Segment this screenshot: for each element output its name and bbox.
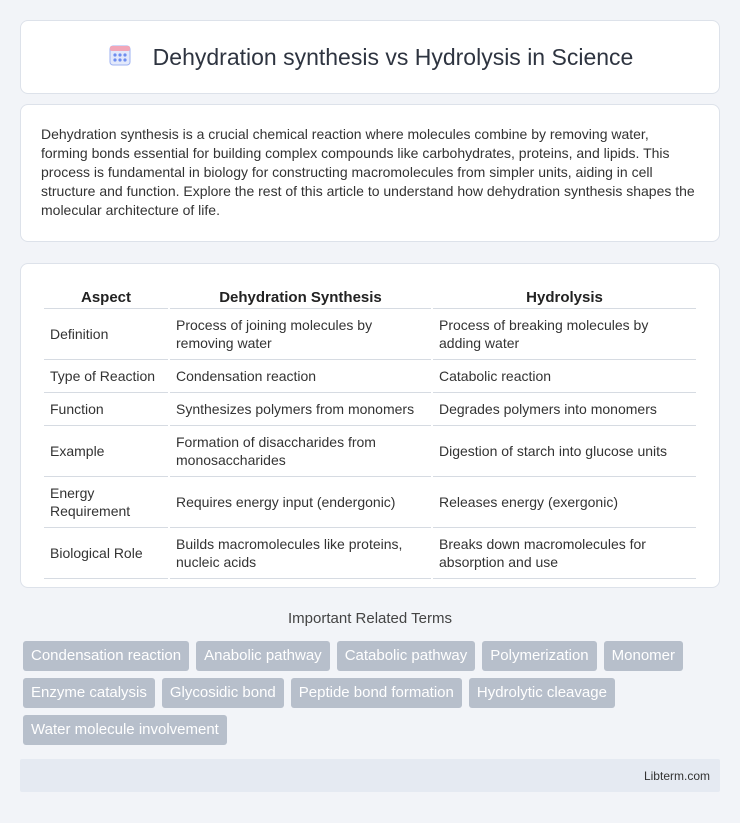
column-header-aspect: Aspect [44,284,168,309]
related-term-tag[interactable]: Water molecule involvement [23,715,227,745]
table-header-row [44,284,696,309]
related-term-tag[interactable]: Enzyme catalysis [23,678,155,708]
table-row [44,528,696,579]
table-cell: Builds macromolecules like proteins, nucleic acids [170,528,431,579]
table-row [44,426,696,477]
table-cell: Releases energy (exergonic) [433,477,696,528]
table-cell: Digestion of starch into glucose units [433,426,696,477]
table-cell: Synthesizes polymers from monomers [170,393,431,426]
table-cell: Function [44,393,168,426]
header-card [20,20,720,94]
table-cell: Catabolic reaction [433,360,696,393]
related-term-tag[interactable]: Peptide bond formation [291,678,462,708]
title-wrap [107,42,634,73]
comparison-table-card [20,263,720,588]
column-header-hydrolysis: Hydrolysis [433,284,696,309]
related-term-tag[interactable]: Polymerization [482,641,596,671]
table-cell: Process of joining molecules by removing water [170,309,431,360]
table-cell: Formation of disaccharides from monosaccharides [170,426,431,477]
related-term-tag[interactable]: Condensation reaction [23,641,189,671]
comparison-table [42,284,698,579]
table-cell: Process of breaking molecules by adding water [433,309,696,360]
footer-bar [20,759,720,792]
table-row [44,309,696,360]
column-header-dehydration: Dehydration Synthesis [170,284,431,309]
table-row [44,393,696,426]
table-cell: Breaks down macromolecules for absorption and use [433,528,696,579]
document-list-icon [107,42,133,73]
related-term-tag[interactable]: Hydrolytic cleavage [469,678,615,708]
table-cell: Example [44,426,168,477]
related-term-tag[interactable]: Catabolic pathway [337,641,476,671]
related-terms-title: Important Related Terms [288,610,452,627]
table-row [44,360,696,393]
related-terms-list [23,641,723,745]
table-cell: Condensation reaction [170,360,431,393]
related-term-tag[interactable]: Anabolic pathway [196,641,330,671]
table-cell: Energy Requirement [44,477,168,528]
related-term-tag[interactable]: Glycosidic bond [162,678,284,708]
related-term-tag[interactable]: Monomer [604,641,683,671]
page-title: Dehydration synthesis vs Hydrolysis in Science [152,43,634,70]
intro-paragraph: Dehydration synthesis is a crucial chemical reaction where molecules combine by removing water, forming bonds essential for building complex compounds like carbohydrates, proteins, and lipids. This process is fundamental in biology for constructing macromolecules from simpler units, aiding in cell structure and function. Explore the rest of this article to understand how dehydration synthesis shapes the molecular architecture of life. [41,126,695,218]
table-cell: Degrades polymers into monomers [433,393,696,426]
table-cell: Biological Role [44,528,168,579]
table-row [44,477,696,528]
table-cell: Type of Reaction [44,360,168,393]
table-cell: Requires energy input (endergonic) [170,477,431,528]
table-cell: Definition [44,309,168,360]
intro-card [20,104,720,242]
footer-site-link[interactable]: Libterm.com [643,768,710,783]
